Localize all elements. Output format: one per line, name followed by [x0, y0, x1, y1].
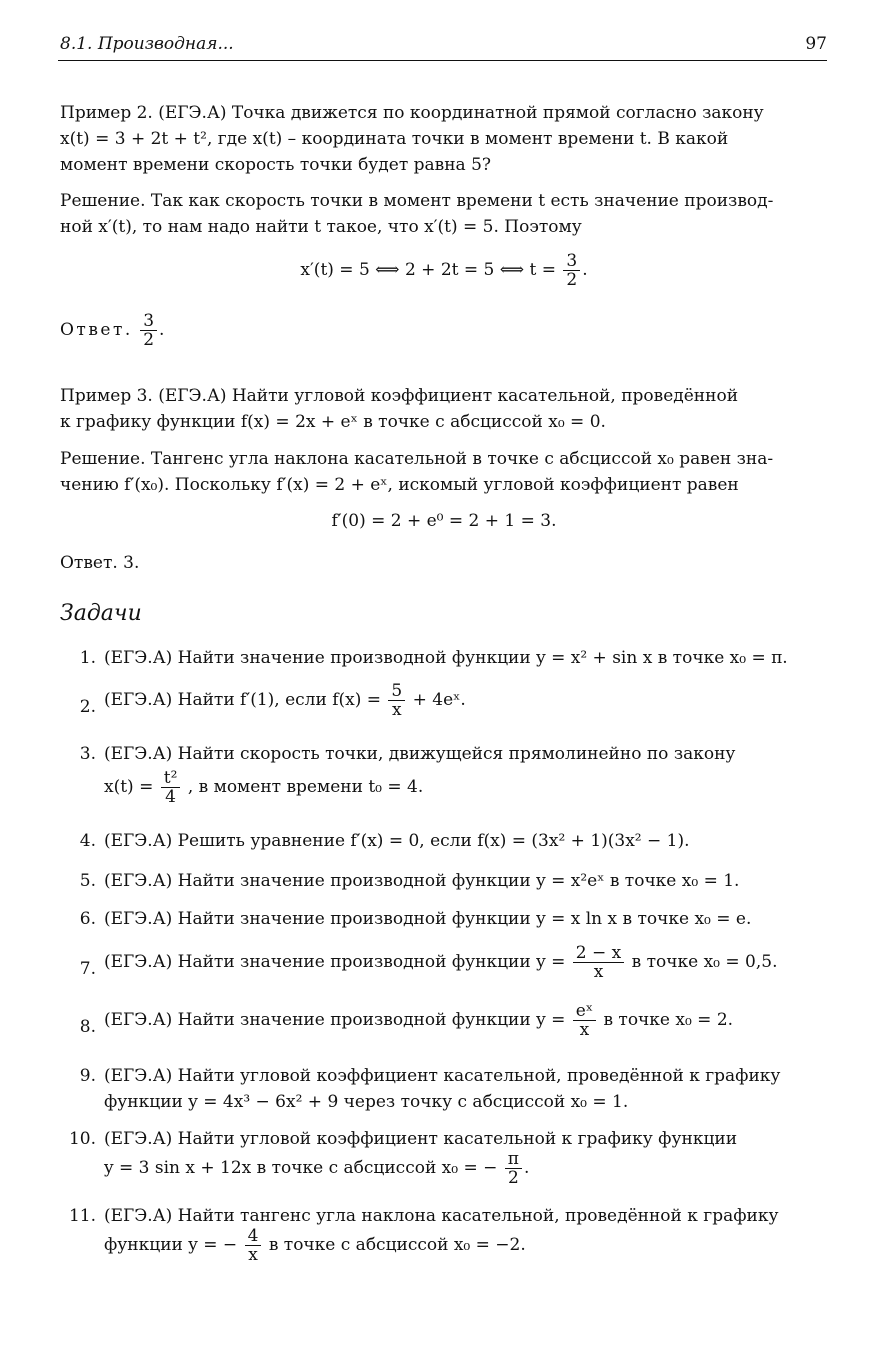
fraction-numerator: 3 [563, 252, 580, 271]
running-header: 8.1. Производная... [60, 34, 234, 54]
task-number: 3. [79, 744, 96, 764]
fraction-denominator: x [392, 700, 402, 720]
fraction [388, 682, 405, 719]
task-item [60, 1002, 830, 1052]
task-number: 1. [79, 648, 96, 668]
formula-text: x′(t) = 5 ⟺ 2 + 2t = 5 ⟺ t = [300, 260, 556, 280]
fraction [563, 252, 580, 289]
fraction [140, 312, 157, 349]
task-text-pre: y = 3 sin x + 12x в точке с абсциссой x₀ = − [104, 1158, 498, 1178]
task-item [60, 944, 830, 994]
task-text-line [104, 1227, 830, 1264]
task-number: 5. [79, 871, 96, 891]
task-text-line [104, 1150, 830, 1187]
fraction [161, 769, 181, 806]
tasks-heading: Задачи [60, 601, 142, 626]
example-2-line: x(t) = 3 + 2t + t², где x(t) – координата точки в момент времени t. В какой [60, 129, 729, 149]
fraction-denominator: x [593, 962, 604, 982]
solution-line: чению f′(x₀). Поскольку f′(x) = 2 + eˣ, искомый угловой коэффициент равен [60, 475, 739, 495]
task-text [104, 944, 830, 981]
task-text-pre: (ЕГЭ.А) Найти f′(1), если f(x) = [104, 690, 381, 710]
task-item [60, 1063, 830, 1119]
task-text [104, 1126, 830, 1187]
fraction [573, 1002, 596, 1039]
fraction-numerator: 2 − x [573, 944, 624, 963]
task-text [104, 1063, 830, 1115]
fraction-numerator: 5 [388, 682, 405, 701]
task-text [104, 682, 830, 719]
fraction-denominator: x [579, 1020, 590, 1040]
example-3-solution [60, 446, 828, 498]
fraction [505, 1150, 522, 1187]
fraction-numerator: t² [161, 769, 181, 788]
fraction-numerator: eˣ [573, 1002, 596, 1021]
task-number: 9. [79, 1066, 96, 1086]
task-text-post: в точке x₀ = 2. [603, 1010, 734, 1030]
task-text [104, 1002, 830, 1039]
example-3 [60, 383, 828, 435]
task-number: 4. [79, 831, 96, 851]
example-2 [60, 100, 828, 178]
fraction-denominator: 2 [566, 270, 578, 290]
task-number: 6. [79, 909, 96, 929]
fraction-denominator: 2 [507, 1168, 519, 1188]
fraction-denominator: x [248, 1245, 258, 1265]
task-text: (ЕГЭ.А) Найти значение производной функции y = x² + sin x в точке x₀ = π. [104, 648, 788, 668]
task-text-line: (ЕГЭ.А) Найти тангенс угла наклона касательной, проведённой к графику [104, 1206, 779, 1226]
solution-line: Решение. Так как скорость точки в момент времени t есть значение производ- [60, 191, 774, 211]
example-3-line: Пример 3. (ЕГЭ.А) Найти угловой коэффициент касательной, проведённой [60, 386, 739, 406]
task-number: 2. [79, 697, 96, 717]
task-item [60, 682, 830, 732]
task-number: 10. [68, 1129, 96, 1149]
answer-label: Ответ. [60, 320, 133, 340]
task-text-post: в точке с абсциссой x₀ = −2. [268, 1235, 526, 1255]
task-text-pre: функции y = − [104, 1235, 238, 1255]
example-2-answer [60, 312, 164, 349]
example-2-line: Пример 2. (ЕГЭ.А) Точка движется по координатной прямой согласно закону [60, 103, 764, 123]
task-text: (ЕГЭ.А) Найти значение производной функции y = x²eˣ в точке x₀ = 1. [104, 871, 740, 891]
task-item [60, 741, 830, 821]
task-text-pre: (ЕГЭ.А) Найти значение производной функции y = [104, 1010, 566, 1030]
fraction [245, 1227, 262, 1264]
page-number: 97 [805, 34, 827, 54]
task-text-line [104, 769, 830, 806]
task-text: (ЕГЭ.А) Решить уравнение f′(x) = 0, если f(x) = (3x² + 1)(3x² − 1). [104, 831, 690, 851]
task-text-line: (ЕГЭ.А) Найти угловой коэффициент касательной, проведённой к графику [104, 1066, 781, 1086]
task-text: (ЕГЭ.А) Найти значение производной функции y = x ln x в точке x₀ = e. [104, 909, 752, 929]
fraction-denominator: 4 [165, 787, 176, 807]
fraction-numerator: 3 [140, 312, 157, 331]
example-3-line: к графику функции f(x) = 2x + eˣ в точке с абсциссой x₀ = 0. [60, 412, 606, 432]
task-text-line: функции y = 4x³ − 6x² + 9 через точку с абсциссой x₀ = 1. [104, 1092, 629, 1112]
task-text-post: . [523, 1158, 530, 1178]
example-3-answer: Ответ. 3. [60, 553, 140, 573]
task-text-line: (ЕГЭ.А) Найти угловой коэффициент касательной к графику функции [104, 1129, 738, 1149]
task-text-post: в точке x₀ = 0,5. [631, 952, 778, 972]
task-text-line: (ЕГЭ.А) Найти скорость точки, движущейся прямолинейно по закону [104, 744, 736, 764]
answer-end: . [159, 320, 165, 340]
task-text [104, 741, 830, 806]
formula-end: . [582, 260, 588, 280]
task-item [60, 1203, 830, 1278]
fraction [573, 944, 624, 981]
solution-line: Решение. Тангенс угла наклона касательной в точке с абсциссой x₀ равен зна- [60, 449, 774, 469]
example-2-solution [60, 188, 828, 240]
fraction-denominator: 2 [143, 330, 155, 350]
task-text-pre: (ЕГЭ.А) Найти значение производной функции y = [104, 952, 566, 972]
example-2-formula [60, 252, 828, 289]
example-3-formula: f′(0) = 2 + e⁰ = 2 + 1 = 3. [331, 511, 557, 531]
task-text [104, 1203, 830, 1264]
header-rule [58, 60, 827, 61]
solution-line: ной x′(t), то нам надо найти t такое, что x′(t) = 5. Поэтому [60, 217, 582, 237]
task-text-post: , в момент времени t₀ = 4. [187, 777, 424, 797]
example-2-line: момент времени скорость точки будет равна 5? [60, 155, 492, 175]
task-number: 11. [68, 1206, 96, 1226]
fraction-numerator: π [505, 1150, 522, 1169]
task-text-post: + 4eˣ. [412, 690, 466, 710]
task-number: 8. [79, 1017, 96, 1037]
task-number: 7. [79, 959, 96, 979]
fraction-numerator: 4 [245, 1227, 262, 1246]
task-item [60, 1126, 830, 1196]
task-text-pre: x(t) = [104, 777, 154, 797]
